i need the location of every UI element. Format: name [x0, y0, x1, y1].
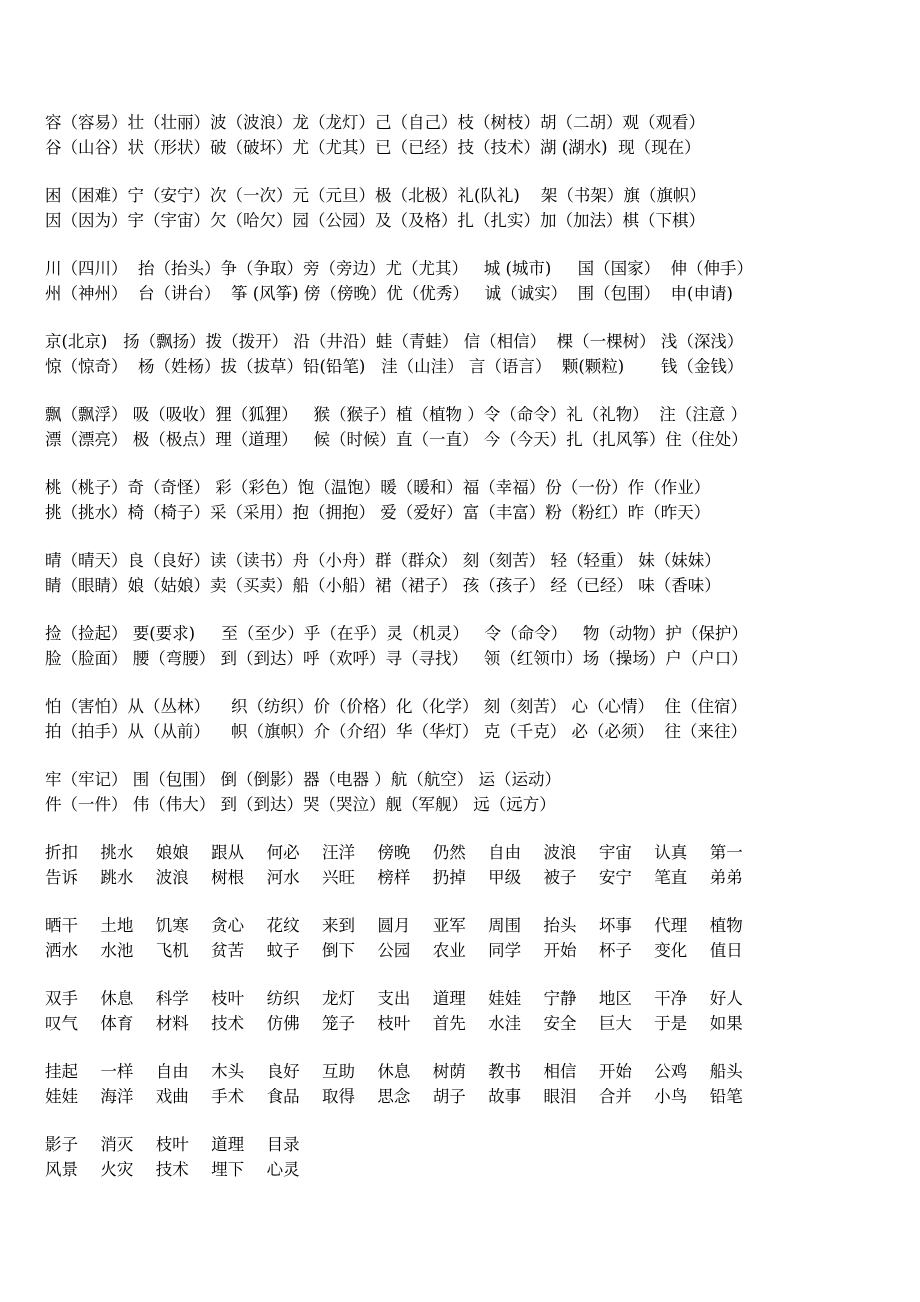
- word-row: [45, 987, 875, 1012]
- word: 挑水: [100, 843, 134, 862]
- word: 抬头: [543, 916, 577, 935]
- word: 兴旺: [321, 867, 355, 887]
- word: 技术: [155, 1159, 189, 1179]
- character-pair-line: 因（因为）宇（宇宙）欠（哈欠）园（公园）及（及格）扎（扎实）加（加法）棋（下棋）: [45, 210, 705, 230]
- word-practice-page: [45, 111, 875, 1206]
- word: 海洋: [100, 1086, 134, 1106]
- character-pair-line: 漂（漂亮） 极（极点）理（道理） 候（时候）直（一直） 今（今天）扎（扎风筝）住（住处）: [45, 429, 748, 449]
- character-pair-line: 捡（捡起） 要(要求) 至（至少）乎（在乎）灵（机灵） 令（命令） 物（动物）护（保护）: [45, 624, 748, 643]
- word: 何必: [266, 843, 300, 862]
- word-row: [45, 841, 875, 866]
- character-pair-group: [45, 111, 875, 160]
- word: 傍晚: [377, 843, 411, 862]
- word: 甲级: [488, 867, 522, 887]
- character-pairs-section: [45, 111, 875, 817]
- word: 宁静: [543, 989, 577, 1008]
- word: 于是: [654, 1013, 688, 1033]
- character-pair-line: 京(北京) 扬（飘扬）拨（拨开） 沿（井沿）蛙（青蛙） 信（相信） 棵（一棵树） 浅（深浅）: [45, 332, 744, 351]
- word: 认真: [654, 843, 688, 862]
- word: 水洼: [488, 1013, 522, 1033]
- word: 思念: [377, 1086, 411, 1106]
- word: 埋下: [211, 1159, 245, 1179]
- word: 首先: [432, 1013, 466, 1033]
- word: 代理: [654, 916, 688, 935]
- word: 安全: [543, 1013, 577, 1033]
- word: 取得: [321, 1086, 355, 1106]
- character-pair-line: 州（神州） 台（讲台） 筝 (风筝) 傍（傍晚）优（优秀） 诚（诚实） 围（包围） 申(申请): [45, 283, 733, 303]
- character-pair-line: 牢（牢记） 围（包围） 倒（倒影）器（电器 ）航（航空） 运（运动）: [45, 770, 561, 789]
- word: 汪洋: [321, 843, 355, 862]
- character-pair-line: 件（一件） 伟（伟大） 到（到达）哭（哭泣）舰（军舰） 远（远方）: [45, 794, 556, 814]
- word: 小鸟: [654, 1086, 688, 1106]
- character-pair-line: 飘（飘浮） 吸（吸收）狸（狐狸） 猴（猴子）植（植物 ）令（命令）礼（礼物） 注（注意 ）: [45, 405, 747, 424]
- character-pair-group: [45, 476, 875, 525]
- word: 杯子: [598, 940, 632, 960]
- word: 地区: [598, 989, 632, 1008]
- word: 好人: [709, 989, 743, 1008]
- character-pair-line: 桃（桃子）奇（奇怪） 彩（彩色）饱（温饱）暖（暖和）福（幸福）份（一份）作（作业）: [45, 478, 711, 497]
- word: 波浪: [543, 843, 577, 862]
- word: 休息: [100, 989, 134, 1008]
- word: 晒干: [45, 916, 78, 935]
- word: 被子: [543, 867, 577, 887]
- word-row: [45, 866, 875, 891]
- word: 树荫: [432, 1062, 466, 1081]
- word: 仿佛: [266, 1013, 300, 1033]
- word: 龙灯: [321, 989, 355, 1008]
- word-row: [45, 1133, 875, 1158]
- word: 叹气: [45, 1013, 78, 1033]
- word: 故事: [488, 1086, 522, 1106]
- word-row: [45, 914, 875, 939]
- word: 扔掉: [432, 867, 466, 887]
- word: 枝叶: [377, 1013, 411, 1033]
- word: 告诉: [45, 867, 78, 887]
- word: 娃娃: [45, 1086, 78, 1106]
- word: 手术: [211, 1086, 245, 1106]
- word: 河水: [266, 867, 300, 887]
- word: 胡子: [432, 1086, 466, 1106]
- word: 笔直: [654, 867, 688, 887]
- word: 挂起: [45, 1062, 78, 1081]
- word: 榜样: [377, 867, 411, 887]
- word: 安宁: [598, 867, 632, 887]
- word: 教书: [488, 1062, 522, 1081]
- word: 道理: [432, 989, 466, 1008]
- word: 波浪: [155, 867, 189, 887]
- word: 饥寒: [155, 916, 189, 935]
- word: 自由: [155, 1062, 189, 1081]
- word: 巨大: [598, 1013, 632, 1033]
- character-pair-line: 挑（挑水）椅（椅子）采（采用）抱（拥抱） 爱（爱好）富（丰富）粉（粉红）昨（昨天）: [45, 502, 711, 522]
- word-row: [45, 1060, 875, 1085]
- character-pair-line: 惊（惊奇） 杨（姓杨）拔（拔草）铅(铅笔) 洼（山洼） 言（语言） 颗(颗粒) 钱（金钱）: [45, 356, 744, 376]
- word-row: [45, 1012, 875, 1037]
- word: 亚军: [432, 916, 466, 935]
- word-group: [45, 987, 875, 1036]
- word: 开始: [543, 940, 577, 960]
- word: 弟弟: [709, 867, 743, 887]
- word: 枝叶: [155, 1135, 189, 1154]
- character-pair-line: 怕（害怕）从（丛林） 织（纺织）价（价格）化（化学） 刻（刻苦） 心（心情） 住（住宿）: [45, 697, 747, 716]
- word: 水池: [100, 940, 134, 960]
- word: 食品: [266, 1086, 300, 1106]
- word: 来到: [321, 916, 355, 935]
- word: 道理: [211, 1135, 245, 1154]
- word: 互助: [321, 1062, 355, 1081]
- word: 风景: [45, 1159, 78, 1179]
- word: 木头: [211, 1062, 245, 1081]
- word: 纺织: [266, 989, 300, 1008]
- character-pair-line: 脸（脸面） 腰（弯腰） 到（到达）呼（欢呼）寻（寻找） 领（红领巾）场（操场）户（户口）: [45, 648, 748, 668]
- character-pair-line: 谷（山谷）状（形状）破（破坏）尤（尤其）已（已经）技（技术）湖 (湖水) 现（现在）: [45, 137, 701, 157]
- character-pair-group: [45, 695, 875, 744]
- word: 戏曲: [155, 1086, 189, 1106]
- word: 一样: [100, 1062, 134, 1081]
- character-pair-group: [45, 768, 875, 817]
- word: 娃娃: [488, 989, 522, 1008]
- character-pair-group: [45, 257, 875, 306]
- word: 科学: [155, 989, 189, 1008]
- character-pair-group: [45, 403, 875, 452]
- word: 值日: [709, 940, 743, 960]
- word: 圆月: [377, 916, 411, 935]
- word: 跳水: [100, 867, 134, 887]
- word: 笼子: [321, 1013, 355, 1033]
- word: 良好: [266, 1062, 300, 1081]
- character-pair-line: 川（四川） 抬（抬头）争（争取）旁（旁边）尤（尤其） 城 (城市) 国（国家） 伸（伸手）: [45, 259, 754, 278]
- word: 铅笔: [709, 1086, 743, 1106]
- word: 船头: [709, 1062, 743, 1081]
- word: 第一: [709, 843, 743, 862]
- word: 洒水: [45, 940, 78, 960]
- character-pair-group: [45, 549, 875, 598]
- word: 干净: [654, 989, 688, 1008]
- word: 周围: [488, 916, 522, 935]
- word: 休息: [377, 1062, 411, 1081]
- word-group: [45, 1060, 875, 1109]
- word-list-section: [45, 841, 875, 1182]
- word: 公园: [377, 940, 411, 960]
- word: 坏事: [598, 916, 632, 935]
- character-pair-group: [45, 184, 875, 233]
- character-pair-line: 容（容易）壮（壮丽）波（波浪）龙（龙灯）己（自己）枝（树枝）胡（二胡）观（观看）: [45, 113, 705, 132]
- word: 土地: [100, 916, 134, 935]
- word: 眼泪: [543, 1086, 577, 1106]
- word: 仍然: [432, 843, 466, 862]
- word: 目录: [266, 1135, 300, 1154]
- character-pair-group: [45, 330, 875, 379]
- word: 贪心: [211, 916, 245, 935]
- word: 树根: [211, 867, 245, 887]
- word: 植物: [709, 916, 743, 935]
- word: 娘娘: [155, 843, 189, 862]
- word-group: [45, 914, 875, 963]
- word: 蚊子: [266, 940, 300, 960]
- word: 体育: [100, 1013, 134, 1033]
- character-pair-group: [45, 622, 875, 671]
- character-pair-line: 拍（拍手）从（从前） 帜（旗帜）介（介绍）华（华灯） 克（千克） 必（必须） 往（来往）: [45, 721, 747, 741]
- character-pair-line: 睛（眼睛）娘（姑娘）卖（买卖）船（小船）裙（裙子） 孩（孩子） 经（已经） 味（香味）: [45, 575, 721, 595]
- word-row: [45, 1158, 875, 1183]
- word: 材料: [155, 1013, 189, 1033]
- word: 农业: [432, 940, 466, 960]
- word: 合并: [598, 1086, 632, 1106]
- word: 公鸡: [654, 1062, 688, 1081]
- word-group: [45, 1133, 875, 1182]
- word: 消灭: [100, 1135, 134, 1154]
- word: 折扣: [45, 843, 78, 862]
- word: 相信: [543, 1062, 577, 1081]
- word: 花纹: [266, 916, 300, 935]
- word: 跟从: [211, 843, 245, 862]
- word: 飞机: [155, 940, 189, 960]
- word: 影子: [45, 1135, 78, 1154]
- word: 开始: [598, 1062, 632, 1081]
- word: 变化: [654, 940, 688, 960]
- word: 同学: [488, 940, 522, 960]
- word: 自由: [488, 843, 522, 862]
- word: 技术: [211, 1013, 245, 1033]
- word-group: [45, 841, 875, 890]
- character-pair-line: 困（困难）宁（安宁）次（一次）元（元旦）极（北极）礼(队礼) 架（书架）旗（旗帜）: [45, 186, 706, 205]
- word: 如果: [709, 1013, 743, 1033]
- word-row: [45, 1085, 875, 1110]
- character-pair-line: 晴（晴天）良（良好）读（读书）舟（小舟）群（群众） 刻（刻苦） 轻（轻重） 妹（妹妹）: [45, 551, 721, 570]
- word: 贫苦: [211, 940, 245, 960]
- word: 心灵: [266, 1159, 300, 1179]
- word: 宇宙: [598, 843, 632, 862]
- word: 枝叶: [211, 989, 245, 1008]
- word: 双手: [45, 989, 78, 1008]
- word: 倒下: [321, 940, 355, 960]
- word: 支出: [377, 989, 411, 1008]
- word: 火灾: [100, 1159, 134, 1179]
- word-row: [45, 939, 875, 964]
